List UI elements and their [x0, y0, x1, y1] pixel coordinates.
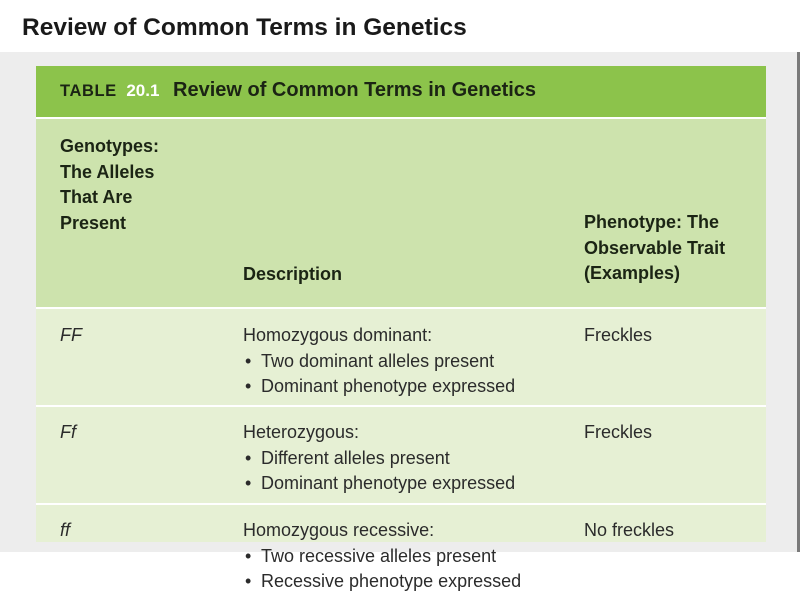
bullet-text: Dominant phenotype expressed: [261, 473, 516, 493]
description-title: Heterozygous:: [243, 422, 360, 442]
header-phenotype: Phenotype: The Observable Trait (Examples): [584, 212, 726, 283]
description-bullet: • Recessive phenotype expressed: [245, 571, 522, 591]
phenotype-cell: Freckles: [584, 422, 653, 442]
page-title: Review of Common Terms in Genetics: [22, 14, 467, 41]
table-row: [36, 407, 766, 505]
description-cell: [243, 420, 515, 497]
description-cell: [243, 323, 515, 400]
bullet-text: Dominant phenotype expressed: [261, 376, 516, 396]
description-bullet: • Dominant phenotype expressed: [245, 473, 516, 493]
bullet-text: Two dominant alleles present: [261, 350, 495, 371]
description-bullet: • Two dominant alleles present: [245, 350, 495, 371]
table-caption-text: Review of Common Terms in Genetics: [173, 79, 537, 101]
table-caption: [60, 79, 536, 102]
phenotype-cell: No freckles: [584, 520, 675, 540]
description-title: Homozygous recessive:: [243, 520, 435, 540]
genotype-cell: FF: [60, 325, 82, 345]
description-title: Homozygous dominant:: [243, 325, 433, 345]
table-number: 20.1: [126, 81, 160, 100]
table-label: TABLE: [60, 82, 117, 100]
table-row: [36, 505, 766, 591]
bullet-text: Different alleles present: [261, 447, 450, 468]
genotype-cell: Ff: [60, 422, 76, 442]
description-cell: [243, 518, 521, 595]
bullet-text: Two recessive alleles present: [261, 545, 497, 566]
genetics-terms-table: [36, 66, 766, 591]
column-header-row: [36, 117, 766, 309]
genotype-cell: ff: [60, 520, 71, 540]
header-description: Description: [243, 264, 343, 284]
description-bullet: • Dominant phenotype expressed: [245, 376, 516, 396]
table-caption-bar: [36, 66, 766, 117]
phenotype-cell: Freckles: [584, 325, 653, 345]
description-bullet: • Two recessive alleles present: [245, 545, 497, 566]
bullet-text: Recessive phenotype expressed: [261, 571, 522, 591]
header-genotypes: Genotypes: The Alleles That Are Present: [60, 136, 160, 233]
description-bullet: • Different alleles present: [245, 447, 450, 468]
table-row: [36, 309, 766, 407]
